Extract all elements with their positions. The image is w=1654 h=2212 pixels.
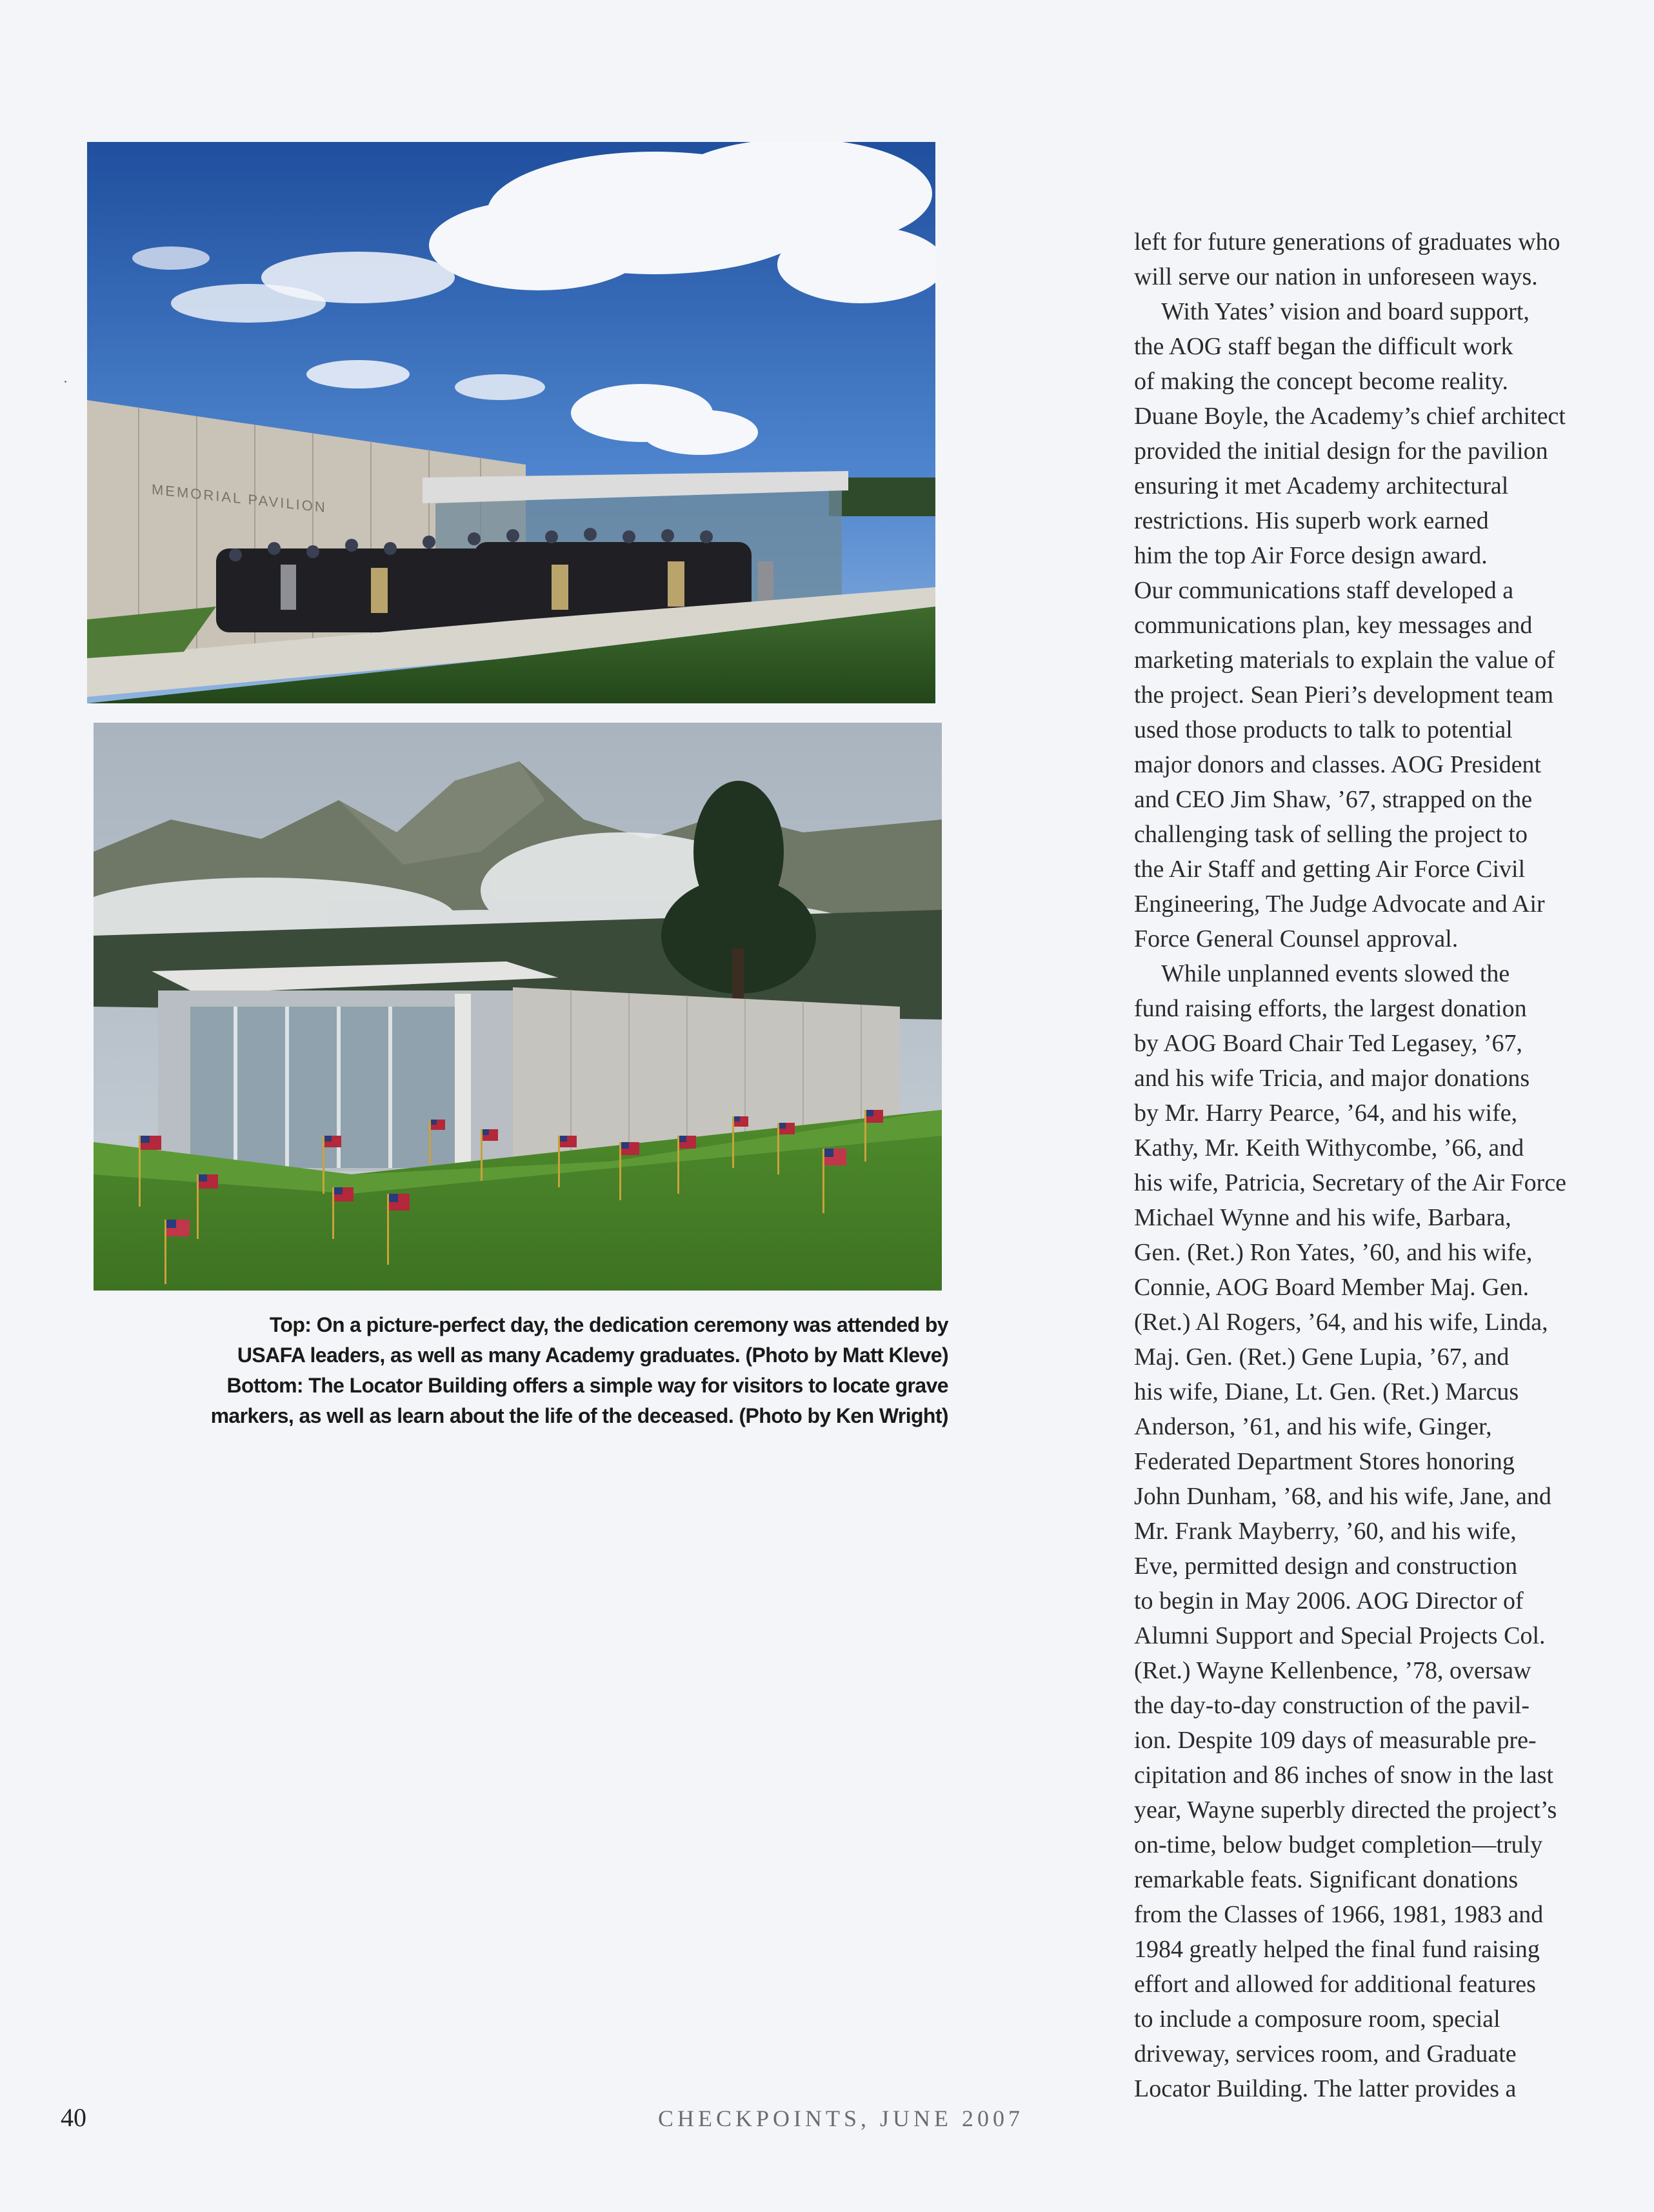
photo-dedication-ceremony-image xyxy=(87,142,935,703)
article-line: With Yates’ vision and board support, xyxy=(1161,298,1529,325)
article-line: Locator Building. The latter provides a xyxy=(1134,2075,1517,2102)
article-line: major donors and classes. AOG President xyxy=(1134,751,1542,778)
article-line: to include a composure room, special xyxy=(1134,2006,1500,2033)
article-line: ion. Despite 109 days of measurable pre- xyxy=(1134,1727,1537,1754)
article-line: from the Classes of 1966, 1981, 1983 and xyxy=(1134,1901,1544,1928)
article-line: his wife, Patricia, Secretary of the Air Force xyxy=(1134,1169,1567,1196)
article-line: by AOG Board Chair Ted Legasey, ’67, xyxy=(1134,1030,1523,1057)
photo-locator-building xyxy=(94,723,942,1291)
article-body-column xyxy=(1134,225,1637,2106)
article-line: will serve our nation in unforeseen ways. xyxy=(1134,263,1538,290)
article-line: Federated Department Stores honoring xyxy=(1134,1448,1515,1475)
article-line: driveway, services room, and Graduate xyxy=(1134,2040,1517,2067)
article-line: provided the initial design for the pavilion xyxy=(1134,437,1548,465)
article-line: his wife, Diane, Lt. Gen. (Ret.) Marcus xyxy=(1134,1378,1519,1405)
article-line: of making the concept become reality. xyxy=(1134,368,1508,395)
article-line: Our communications staff developed a xyxy=(1134,577,1514,604)
article-line: and CEO Jim Shaw, ’67, strapped on the xyxy=(1134,786,1533,813)
article-line: to begin in May 2006. AOG Director of xyxy=(1134,1587,1524,1614)
article-line: ensuring it met Academy architectural xyxy=(1134,472,1509,499)
article-line: left for future generations of graduates who xyxy=(1134,228,1560,256)
page-number: 40 xyxy=(61,2103,86,2132)
article-line: Alumni Support and Special Projects Col. xyxy=(1134,1622,1546,1649)
caption-line: Bottom: The Locator Building offers a simple way for visitors to locate grave xyxy=(226,1374,948,1397)
article-line: John Dunham, ’68, and his wife, Jane, and xyxy=(1134,1483,1551,1510)
article-line: cipitation and 86 inches of snow in the last xyxy=(1134,1762,1554,1789)
article-line: While unplanned events slowed the xyxy=(1161,960,1510,987)
article-line: the AOG staff began the difficult work xyxy=(1134,333,1513,360)
article-line: challenging task of selling the project to xyxy=(1134,821,1528,848)
article-line: fund raising efforts, the largest donation xyxy=(1134,995,1527,1022)
article-line: Maj. Gen. (Ret.) Gene Lupia, ’67, and xyxy=(1134,1343,1510,1371)
article-line: (Ret.) Wayne Kellenbence, ’78, oversaw xyxy=(1134,1657,1531,1684)
caption-line: Top: On a picture-perfect day, the dedication ceremony was attended by xyxy=(269,1313,948,1336)
article-line: Connie, AOG Board Member Maj. Gen. xyxy=(1134,1274,1529,1301)
article-line: (Ret.) Al Rogers, ’64, and his wife, Linda, xyxy=(1134,1309,1548,1336)
article-line: Michael Wynne and his wife, Barbara, xyxy=(1134,1204,1511,1231)
article-line: used those products to talk to potential xyxy=(1134,716,1513,743)
article-line: the project. Sean Pieri’s development team xyxy=(1134,681,1554,709)
article-line: Engineering, The Judge Advocate and Air xyxy=(1134,890,1545,918)
article-line: Mr. Frank Mayberry, ’60, and his wife, xyxy=(1134,1518,1517,1545)
article-line: the Air Staff and getting Air Force Civil xyxy=(1134,856,1526,883)
article-line: Kathy, Mr. Keith Withycombe, ’66, and xyxy=(1134,1134,1524,1161)
article-line: Force General Counsel approval. xyxy=(1134,925,1459,952)
article-line: effort and allowed for additional features xyxy=(1134,1971,1536,1998)
article-line: restrictions. His superb work earned xyxy=(1134,507,1489,534)
article-line: 1984 greatly helped the final fund raising xyxy=(1134,1936,1540,1963)
article-line: year, Wayne superbly directed the project’s xyxy=(1134,1796,1557,1824)
photo-caption xyxy=(194,1310,948,1431)
article-line: him the top Air Force design award. xyxy=(1134,542,1488,569)
article-line: the day-to-day construction of the pavil- xyxy=(1134,1692,1530,1719)
article-line: Gen. (Ret.) Ron Yates, ’60, and his wife, xyxy=(1134,1239,1533,1266)
caption-line: markers, as well as learn about the life of the deceased. (Photo by Ken Wright) xyxy=(210,1404,948,1427)
article-line: Eve, permitted design and construction xyxy=(1134,1553,1518,1580)
photo-locator-building-image xyxy=(94,723,942,1291)
article-line: Anderson, ’61, and his wife, Ginger, xyxy=(1134,1413,1492,1440)
building-lettering: MEMORIAL PAVILION xyxy=(152,481,327,516)
running-footer: CHECKPOINTS, JUNE 2007 xyxy=(658,2106,1024,2131)
scan-speck xyxy=(65,381,66,383)
article-line: remarkable feats. Significant donations xyxy=(1134,1866,1519,1893)
article-line: and his wife Tricia, and major donations xyxy=(1134,1065,1530,1092)
article-line: on-time, below budget completion—truly xyxy=(1134,1831,1543,1858)
article-line: by Mr. Harry Pearce, ’64, and his wife, xyxy=(1134,1100,1518,1127)
photo-dedication-ceremony xyxy=(87,142,935,703)
caption-line: USAFA leaders, as well as many Academy graduates. (Photo by Matt Kleve) xyxy=(237,1343,948,1367)
article-line: Duane Boyle, the Academy’s chief architect xyxy=(1134,403,1566,430)
article-line: marketing materials to explain the value of xyxy=(1134,647,1555,674)
article-line: communications plan, key messages and xyxy=(1134,612,1533,639)
